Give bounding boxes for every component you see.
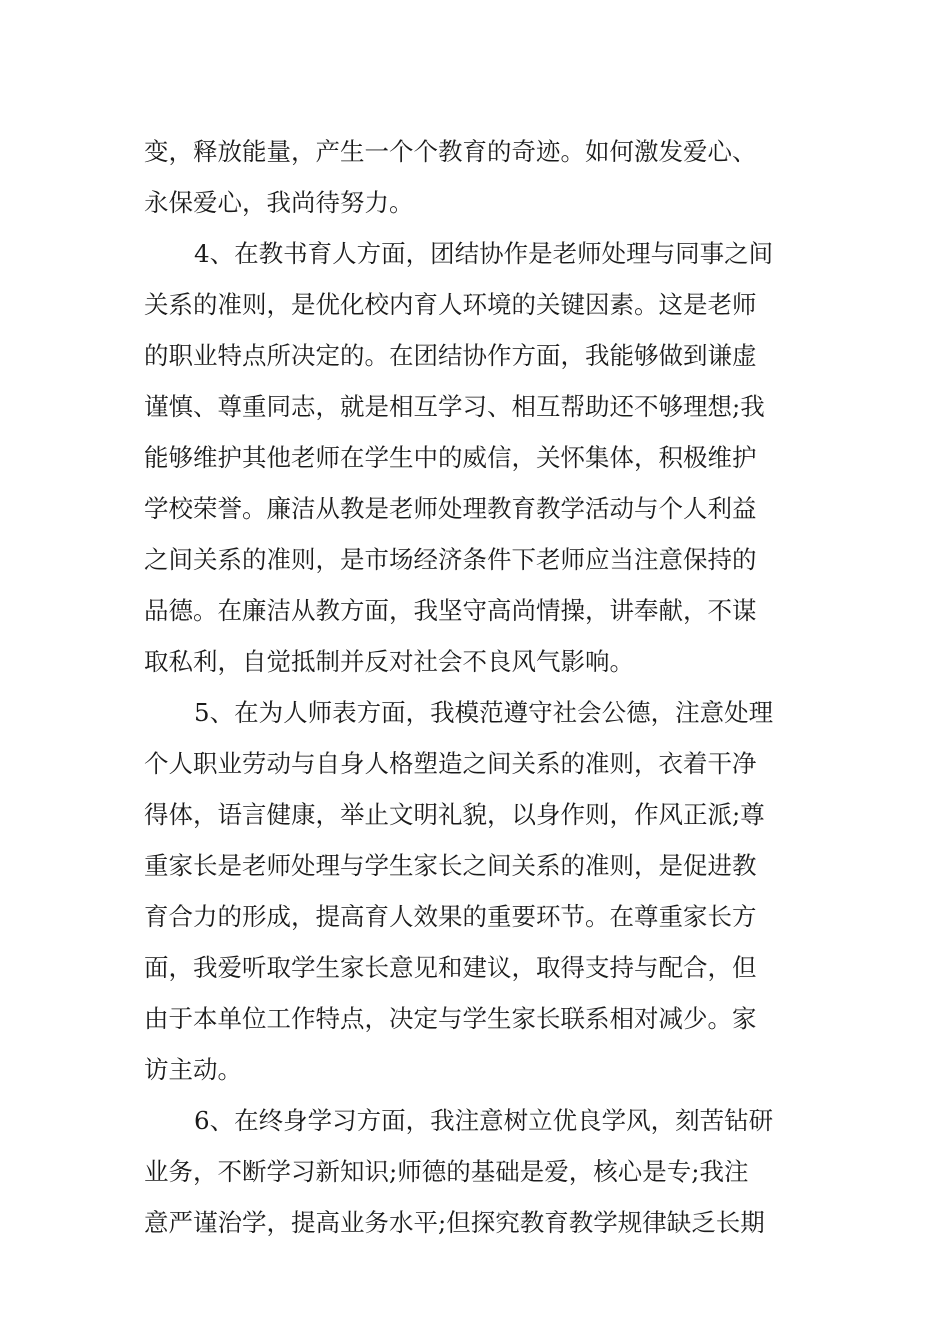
paragraph-continued <box>144 126 808 228</box>
text-line: 育合力的形成，提高育人效果的重要环节。在尊重家长方 <box>144 902 757 931</box>
paragraph-item-6 <box>144 1095 808 1248</box>
text-line: 学校荣誉。廉洁从教是老师处理教育教学活动与个人利益 <box>144 494 757 523</box>
text-line: 5、在为人师表方面，我模范遵守社会公德，注意处理 <box>194 698 774 727</box>
text-line: 能够维护其他老师在学生中的威信，关怀集体，积极维护 <box>144 443 757 472</box>
text-line: 访主动。 <box>144 1055 242 1084</box>
document-body <box>144 126 808 1248</box>
paragraph-item-4 <box>144 228 808 687</box>
text-line: 得体，语言健康，举止文明礼貌，以身作则，作风正派;尊 <box>144 800 765 829</box>
text-line: 永保爱心，我尚待努力。 <box>144 188 414 217</box>
text-line: 重家长是老师处理与学生家长之间关系的准则，是促进教 <box>144 851 757 880</box>
text-line: 面，我爱听取学生家长意见和建议，取得支持与配合，但 <box>144 953 757 982</box>
text-line: 谨慎、尊重同志，就是相互学习、相互帮助还不够理想;我 <box>144 392 765 421</box>
text-line: 个人职业劳动与自身人格塑造之间关系的准则，衣着干净 <box>144 749 757 778</box>
text-line: 业务，不断学习新知识;师德的基础是爱，核心是专;我注 <box>144 1157 749 1186</box>
paragraph-item-5 <box>144 687 808 1095</box>
text-line: 4、在教书育人方面，团结协作是老师处理与同事之间 <box>194 239 774 268</box>
text-line: 之间关系的准则，是市场经济条件下老师应当注意保持的 <box>144 545 757 574</box>
text-line: 由于本单位工作特点，决定与学生家长联系相对减少。家 <box>144 1004 757 1033</box>
text-line: 品德。在廉洁从教方面，我坚守高尚情操，讲奉献，不谋 <box>144 596 757 625</box>
text-line: 变，释放能量，产生一个个教育的奇迹。如何激发爱心、 <box>144 137 757 166</box>
text-line: 的职业特点所决定的。在团结协作方面，我能够做到谦虚 <box>144 341 757 370</box>
text-line: 6、在终身学习方面，我注意树立优良学风，刻苦钻研 <box>194 1106 774 1135</box>
text-line: 意严谨治学，提高业务水平;但探究教育教学规律缺乏长期 <box>144 1208 765 1237</box>
text-line: 取私利，自觉抵制并反对社会不良风气影响。 <box>144 647 634 676</box>
text-line: 关系的准则，是优化校内育人环境的关键因素。这是老师 <box>144 290 757 319</box>
